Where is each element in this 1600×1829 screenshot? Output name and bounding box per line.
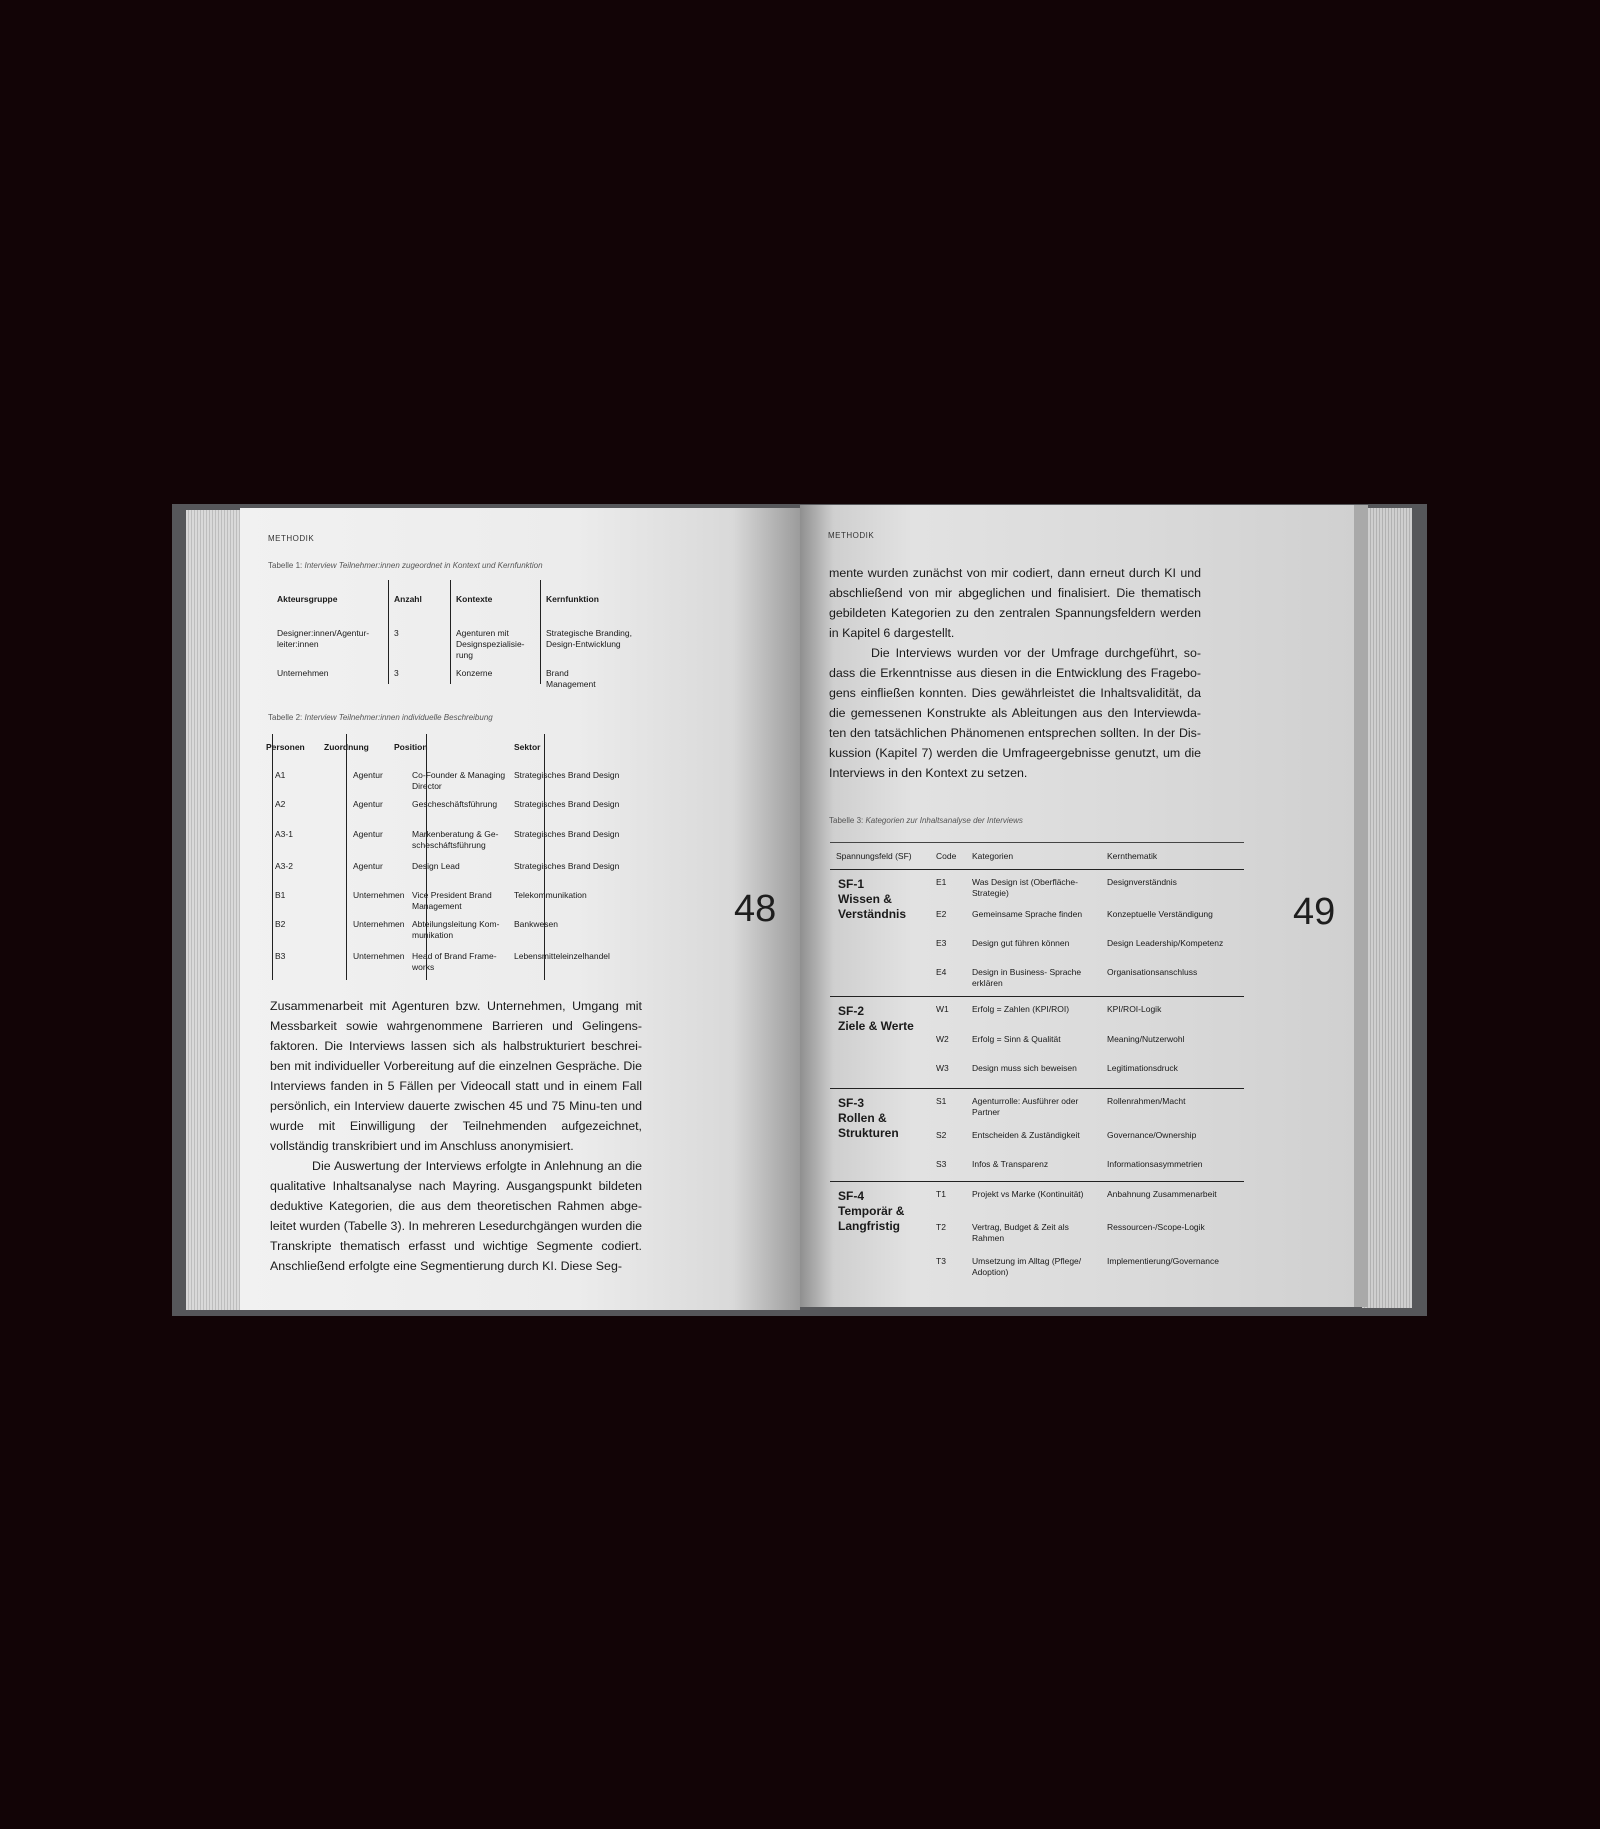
caption-title: Kategorien zur Inhaltsanalyse der Interviews: [865, 816, 1023, 825]
table3-header: Code: [936, 851, 957, 861]
page-number: 48: [734, 888, 777, 930]
table3-theme: Implementierung/Governance: [1107, 1256, 1219, 1266]
table2-cell: Strategisches Brand Design: [514, 799, 620, 809]
table2-cell: Strategisches Brand Design: [514, 770, 620, 780]
table3-top-rule: [830, 842, 1244, 843]
table2-cell: Strategisches Brand Design: [514, 829, 620, 839]
table2-caption: [268, 713, 493, 722]
table2-cell: Head of Brand Frame- works: [412, 951, 497, 972]
table3-code: E3: [936, 938, 947, 948]
table3-category: Was Design ist (Oberfläche- Strategie): [972, 877, 1078, 898]
table2-cell: Unternehmen: [353, 890, 405, 900]
table2-header: Sektor: [514, 742, 541, 752]
table3-code: W2: [936, 1034, 949, 1044]
table3-theme: Konzeptuelle Verständigung: [1107, 909, 1213, 919]
table1-cell: Brand Management: [546, 668, 596, 689]
table3-caption: [829, 816, 1023, 825]
table3-theme: Rollenrahmen/Macht: [1107, 1096, 1186, 1106]
caption-prefix: Tabelle 2:: [268, 713, 305, 722]
running-head: METHODIK: [828, 531, 875, 540]
table3-group-label: SF-2 Ziele & Werte: [838, 1004, 914, 1033]
table3-category: Design muss sich beweisen: [972, 1063, 1077, 1073]
table2-cell: Agentur: [353, 799, 383, 809]
table3-group-label: SF-4 Temporär & Langfristig: [838, 1189, 905, 1233]
table2-cell: Agentur: [353, 770, 383, 780]
table3-code: W1: [936, 1004, 949, 1014]
page-number: 49: [1293, 891, 1336, 933]
table3-category: Projekt vs Marke (Kontinuität): [972, 1189, 1084, 1199]
caption-title: Interview Teilnehmer:innen zugeordnet in Kontext und Kernfunktion: [304, 561, 543, 570]
caption-prefix: Tabelle 3:: [829, 816, 866, 825]
table1-cell: Strategische Branding, Design-Entwicklung: [546, 628, 632, 649]
table3-category: Erfolg = Sinn & Qualität: [972, 1034, 1061, 1044]
caption-prefix: Tabelle 1:: [268, 561, 305, 570]
table2-cell: Bankwesen: [514, 919, 558, 929]
table2-cell: Design Lead: [412, 861, 460, 871]
table2-cell: B2: [275, 919, 286, 929]
table3-group-label: SF-3 Rollen & Strukturen: [838, 1096, 899, 1140]
table3-category: Entscheiden & Zuständigkeit: [972, 1130, 1080, 1140]
table2-header: Position: [394, 742, 428, 752]
table2-cell: Strategisches Brand Design: [514, 861, 620, 871]
table2-cell: Agentur: [353, 861, 383, 871]
table2-cell: Gescheschäftsführung: [412, 799, 498, 809]
table2-cell: Agentur: [353, 829, 383, 839]
table3-code: T2: [936, 1222, 946, 1232]
table3-code: S1: [936, 1096, 947, 1106]
table1-cell: Designer:innen/Agentur- leiter:innen: [277, 628, 370, 649]
table3-code: W3: [936, 1063, 949, 1073]
table3-theme: Anbahnung Zusammenarbeit: [1107, 1189, 1217, 1199]
table3-code: E2: [936, 909, 947, 919]
table3-header: Spannungsfeld (SF): [836, 851, 912, 861]
table3-theme: Organisationsanschluss: [1107, 967, 1198, 977]
table2-cell: B3: [275, 951, 286, 961]
table1-caption: [268, 561, 543, 570]
table3-category: Erfolg = Zahlen (KPI/ROI): [972, 1004, 1070, 1014]
paragraph: Zusammenarbeit mit Agenturen bzw. Unternehmen, Umgang mit Messbarkeit sowie wahrgenommene Barrieren und Gelingens-faktoren. Die Interviews lassen sich als halbstrukturiert beschrei-ben mit individueller Vorbereitung auf die einzelnen Gespräche. Die Interviews fanden in 5 Fällen per Videocall statt und in einem Fall persönlich, ein Interview dauerte zwischen 45 und 75 Minu-ten und wurde mit Einwilligung der Teilnehmenden aufgezeichnet, vollständig transkribiert und im Anschluss anonymisiert.: [270, 999, 642, 1153]
table1-cell: Agenturen mit Designspezialisie- rung: [456, 628, 525, 660]
table1-header: Anzahl: [394, 594, 422, 604]
table3-theme: Ressourcen-/Scope-Logik: [1107, 1222, 1205, 1232]
table3-category: Infos & Transparenz: [972, 1159, 1049, 1169]
table3-header: Kategorien: [972, 851, 1014, 861]
table3-category: Design in Business- Sprache erklären: [972, 967, 1082, 988]
table3-group-rule: [830, 1181, 1244, 1182]
table3-theme: Legitimationsdruck: [1107, 1063, 1178, 1073]
running-head: METHODIK: [268, 534, 315, 543]
table3-theme: Informationsasymmetrien: [1107, 1159, 1203, 1169]
table2-cell: Co-Founder & Managing Director: [412, 770, 506, 791]
table2-cell: Abteilungsleitung Kom- munikation: [412, 919, 500, 940]
table3-group-label: SF-1 Wissen & Verständnis: [838, 877, 907, 921]
table2-cell: A2: [275, 799, 286, 809]
left-body-text: [270, 996, 642, 1276]
paragraph: Die Auswertung der Interviews erfolgte in Anlehnung an die qualitative Inhaltsanalyse nach Mayring. Ausgangspunkt bildeten deduktive Kategorien, die aus dem theoretischen Rahmen abge-leitet wurden (Tabelle 3). In mehreren Lesedurchgängen wurden die Transkripte thematisch erfasst und wichtige Segmente codiert. Anschließend erfolgte eine Segmentierung durch KI. Diese Seg-: [270, 1159, 642, 1273]
table3-code: S3: [936, 1159, 947, 1169]
table3-code: E1: [936, 877, 947, 887]
table3-category: Agenturrolle: Ausführer oder Partner: [972, 1096, 1079, 1117]
table3-theme: Meaning/Nutzerwohl: [1107, 1034, 1185, 1044]
table3-theme: Design Leadership/Kompetenz: [1107, 938, 1224, 948]
page-stack-left: [186, 510, 246, 1310]
table3-group-rule: [830, 996, 1244, 997]
table2-header: Zuordnung: [324, 742, 369, 752]
right-body-text: [829, 563, 1201, 783]
table3-header: Kernthematik: [1107, 851, 1158, 861]
paragraph: Die Interviews wurden vor der Umfrage durchgeführt, so-dass die Erkenntnisse aus diesen in die Entwicklung des Fragebo-gens einfließen konnten. Dies gewährleistet die Inhaltsvalidität, da die gemessenen Konstrukte als Ableitungen aus den Interviewda-ten den tatsächlichen Phänomenen entsprechen sollten. In der Dis-kussion (Kapitel 7) werden die Umfrageergebnisse genutzt, um die Interviews in den Kontext zu setzen.: [829, 646, 1201, 780]
table3-category: Umsetzung im Alltag (Pflege/ Adoption): [972, 1256, 1082, 1277]
table2-cell: B1: [275, 890, 286, 900]
page-stack-right: [1362, 508, 1412, 1308]
page-edge-band: [1354, 505, 1368, 1307]
table2-cell: A3-2: [275, 861, 293, 871]
paragraph: mente wurden zunächst von mir codiert, dann erneut durch KI und abschließend von mir abgeglichen und finalisiert. Die thematisch gebildeten Kategorien zu den zentralen Spannungsfeldern werden in Kapitel 6 dargestellt.: [829, 566, 1201, 640]
table3-category: Design gut führen können: [972, 938, 1070, 948]
table3-theme: Designverständnis: [1107, 877, 1177, 887]
table1-cell: 3: [394, 668, 399, 678]
table2-cell: Unternehmen: [353, 951, 405, 961]
table3-category: Vertrag, Budget & Zeit als Rahmen: [972, 1222, 1069, 1243]
table1-header: Kernfunktion: [546, 594, 599, 604]
table2-cell: Vice President Brand Management: [412, 890, 492, 911]
caption-title: Interview Teilnehmer:innen individuelle Beschreibung: [304, 713, 493, 722]
table3-code: E4: [936, 967, 947, 977]
table1-cell: Konzerne: [456, 668, 493, 678]
table3-group-rule: [830, 1088, 1244, 1089]
table1-header: Kontexte: [456, 594, 493, 604]
table1-header: Akteursgruppe: [277, 594, 338, 604]
right-page: [800, 505, 1360, 1307]
table3-category: Gemeinsame Sprache finden: [972, 909, 1083, 919]
table2-cell: A3-1: [275, 829, 293, 839]
table1-cell: Unternehmen: [277, 668, 329, 678]
table2-cell: A1: [275, 770, 286, 780]
table2-cell: Markenberatung & Ge- schescháftsführung: [412, 829, 499, 850]
table3-code: S2: [936, 1130, 947, 1140]
table3-group-rule: [830, 869, 1244, 870]
table3-theme: KPI/ROI-Logik: [1107, 1004, 1162, 1014]
left-page: [240, 508, 800, 1310]
table1-cell: 3: [394, 628, 399, 638]
table3-code: T1: [936, 1189, 946, 1199]
table3-code: T3: [936, 1256, 946, 1266]
table2-cell: Telekommunikation: [514, 890, 587, 900]
table2-cell: Lebensmitteleinzelhandel: [514, 951, 610, 961]
table3-theme: Governance/Ownership: [1107, 1130, 1197, 1140]
table2-cell: Unternehmen: [353, 919, 405, 929]
table2-header: Personen: [266, 742, 305, 752]
